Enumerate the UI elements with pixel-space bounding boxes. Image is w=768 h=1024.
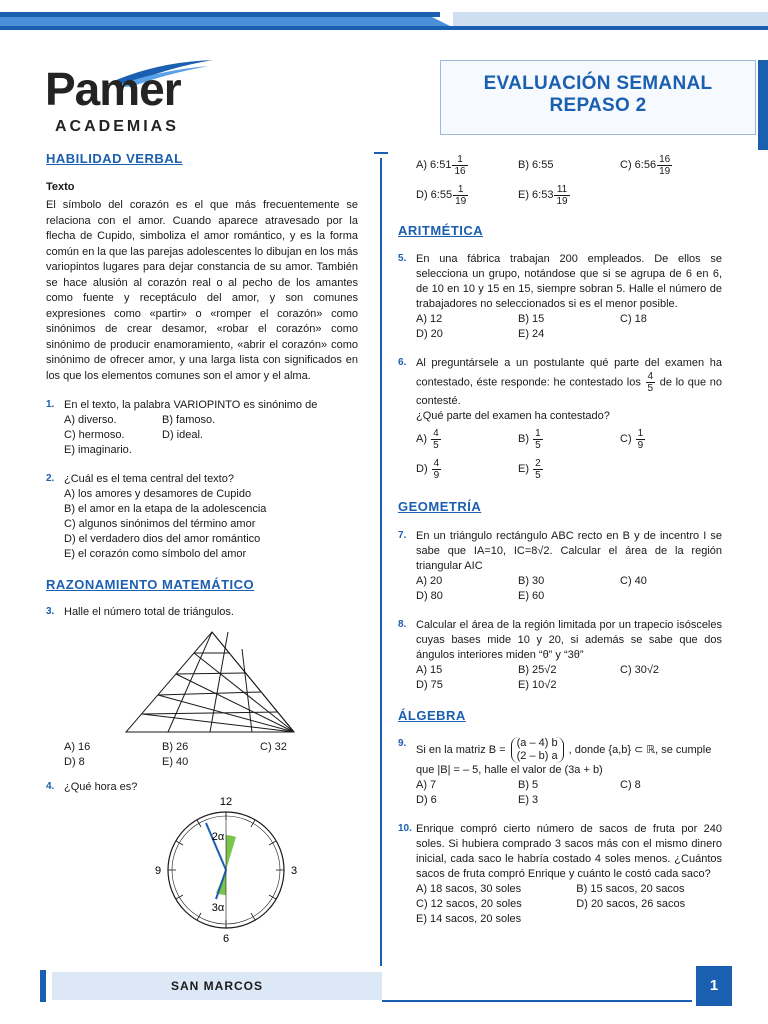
question-8	[398, 618, 722, 693]
fraction	[533, 458, 543, 481]
matrix-row-2: (2 – b) a	[516, 750, 558, 763]
option-b[interactable]: B) 5	[518, 779, 539, 792]
question-text	[416, 737, 722, 763]
top-stripe-accent	[0, 17, 450, 26]
option-c[interactable]: C) 40	[620, 574, 647, 587]
numerator: 4	[433, 427, 439, 439]
options	[64, 413, 358, 458]
option-c[interactable]: C) 32	[260, 740, 287, 753]
option-b[interactable]	[518, 424, 620, 454]
denominator: 19	[556, 195, 568, 207]
denominator: 9	[637, 439, 644, 451]
option-b[interactable]: B) el amor en la etapa de la adolescencia	[64, 503, 267, 516]
options	[416, 663, 722, 693]
page-number: 1	[696, 966, 732, 1006]
option-e[interactable]: E) el corazón como símbolo del amor	[64, 548, 247, 561]
denominator: 5	[433, 439, 439, 451]
options	[416, 574, 722, 604]
angle-label-2a: 2α	[211, 830, 225, 843]
option-d[interactable]: D) 8	[64, 755, 85, 768]
fraction	[636, 428, 646, 451]
question-number: 7.	[398, 529, 407, 541]
question-3	[46, 605, 358, 770]
option-a[interactable]: A) 20	[416, 574, 443, 587]
top-right-band	[453, 12, 768, 26]
option-a[interactable]: A) 16	[64, 740, 91, 753]
header-title-box	[440, 60, 756, 135]
numerator: 1	[535, 427, 541, 439]
triangles-figure	[124, 624, 314, 734]
top-rule	[0, 26, 768, 30]
option-label: B)	[518, 432, 529, 445]
left-column	[46, 150, 358, 959]
reading-text: El símbolo del corazón es el que más frecuentemente se relaciona con el amor. Cuando aparece atravesado por la flecha de Cupido, simboliza el amor romántico, y es la forma común en la que las parejas adolescentes lo dibujan en los más variopintos lugares para dejar constancia de su amor. También se hace alusión al corazón real o al pecho de los amantes como fuente y receptáculo del amor, y son comunes expresiones como «partir» o «romper el corazón» como sinónimos de crear desamor, «robar el corazón» como sinónimo de producir enamoramiento, «abrir el corazón» como sinónimo de ofrecer amor, y una larga lista con significados en los que los elementos comunes son el amor y el alma.	[46, 199, 358, 382]
numerator: 1	[452, 154, 467, 166]
options	[64, 740, 358, 770]
option-b[interactable]: B) 15 sacos, 20 sacos	[576, 883, 685, 896]
question-6	[398, 356, 722, 484]
text-title: Texto	[46, 181, 75, 194]
options	[416, 312, 722, 342]
question-text-part1: Si en la matriz B =	[416, 744, 506, 757]
option-b[interactable]: B) 15	[518, 313, 545, 326]
question-9	[398, 737, 722, 808]
option-d[interactable]: D) 80	[416, 589, 443, 602]
clock-figure	[144, 795, 314, 945]
option-d-prefix: D) 6:55	[416, 188, 453, 201]
numerator: 2	[535, 457, 541, 469]
fraction	[533, 428, 543, 451]
question-text: En un triángulo rectángulo ABC recto en B y de incentro I se sabe que IA=10, IC=8√2. Calcular el área de la región triangular AIC	[416, 529, 722, 572]
numerator: 1	[637, 427, 644, 439]
fraction	[452, 154, 467, 177]
option-e[interactable]	[518, 180, 620, 210]
numerator: 1	[453, 184, 468, 196]
question-text-part2: de lo que no contesté.	[416, 376, 722, 408]
clock-number-12: 12	[219, 795, 233, 808]
option-e[interactable]	[518, 454, 620, 484]
option-d[interactable]: D) 75	[416, 678, 443, 691]
options	[416, 424, 722, 484]
option-c[interactable]	[620, 150, 722, 180]
footer-label: SAN MARCOS	[52, 972, 382, 1000]
option-c[interactable]: C) hermoso.	[64, 429, 125, 442]
matrix-row-1: (a – 4) b	[516, 737, 558, 750]
option-e[interactable]: E) 14 sacos, 20 soles	[416, 913, 522, 926]
option-d[interactable]: D) 20	[416, 328, 443, 341]
question-text: ¿Cuál es el tema central del texto?	[64, 473, 234, 486]
option-d[interactable]: D) el verdadero dios del amor romántico	[64, 533, 261, 546]
header-title-line1: EVALUACIÓN SEMANAL	[483, 73, 713, 94]
denominator: 9	[433, 469, 440, 481]
option-e[interactable]: E) 10√2	[518, 678, 557, 691]
option-b[interactable]: B) famoso.	[162, 414, 216, 427]
footer-stripe	[40, 970, 46, 1002]
numerator: 11	[554, 184, 569, 196]
option-a[interactable]: A) los amores y desamores de Cupido	[64, 488, 252, 501]
clock-number-3: 3	[290, 864, 298, 877]
numerator: 4	[433, 457, 440, 469]
option-b[interactable]: B) 6:55	[518, 158, 554, 171]
option-label: D)	[416, 462, 428, 475]
question-7	[398, 529, 722, 604]
option-c-prefix: C) 6:56	[620, 158, 657, 171]
option-c[interactable]: C) 18	[620, 313, 647, 326]
option-a[interactable]	[416, 424, 518, 454]
option-e[interactable]: E) imaginario.	[64, 444, 132, 457]
question-text-part1: Al preguntársele a un postulante qué parte del examen ha contestado, éste responde: he contestado los	[416, 357, 722, 389]
question-2	[46, 472, 358, 562]
header-title-line2: REPASO 2	[549, 95, 647, 116]
header-side-bar	[758, 60, 768, 150]
clock-number-9: 9	[154, 864, 162, 877]
question-text: ¿Qué hora es?	[64, 780, 138, 793]
option-e[interactable]: E) 3	[518, 794, 539, 807]
options	[416, 778, 722, 808]
section-algebra: ÁLGEBRA	[398, 707, 466, 723]
section-geometria: GEOMETRÍA	[398, 499, 482, 515]
option-a[interactable]: A) 7	[416, 779, 437, 792]
question-number: 4.	[46, 780, 55, 792]
question-number: 10.	[398, 823, 412, 835]
question-number: 6.	[398, 357, 407, 369]
question-text	[416, 356, 722, 409]
logo-subtitle: ACADEMIAS	[55, 118, 179, 135]
option-label: A)	[416, 432, 427, 445]
question-text: Halle el número total de triángulos.	[64, 605, 234, 618]
question-subtext: ¿Qué parte del examen ha contestado?	[416, 410, 610, 423]
denominator: 16	[454, 165, 466, 177]
option-d[interactable]	[416, 180, 518, 210]
logo-wordmark: Pamer	[45, 63, 181, 115]
question-4-options	[416, 150, 722, 210]
denominator: 19	[659, 165, 671, 177]
question-10	[398, 822, 722, 927]
question-text: Calcular el área de la región limitada por un trapecio isósceles cuyas bases mide 10 y 20, si además se sabe que dos ángulos interiores miden “θ” y “3θ”	[416, 618, 722, 661]
question-4	[46, 780, 358, 945]
question-number: 1.	[46, 399, 55, 411]
question-text: En el texto, la palabra VARIOPINTO es sinónimo de	[64, 399, 318, 412]
question-5	[398, 252, 722, 342]
options	[64, 487, 358, 562]
numerator: 16	[659, 153, 671, 165]
denominator: 5	[535, 469, 541, 481]
options	[416, 882, 722, 927]
right-column	[398, 150, 722, 941]
option-d[interactable]: D) 6	[416, 794, 437, 807]
question-1	[46, 398, 358, 458]
question-text-line2: que |B| = – 5, halle el valor de (3a + b)	[416, 764, 603, 777]
option-a[interactable]	[416, 150, 518, 180]
question-number: 2.	[46, 473, 55, 485]
option-b[interactable]: B) 26	[162, 740, 189, 753]
option-label: E)	[518, 462, 529, 475]
option-e[interactable]: E) 40	[162, 755, 189, 768]
option-d[interactable]: D) 20 sacos, 26 sacos	[576, 898, 686, 911]
fraction	[453, 184, 468, 207]
question-number: 9.	[398, 738, 407, 750]
fraction	[554, 184, 569, 207]
question-text: Enrique compró cierto número de sacos de fruta por 240 soles. Si hubiera comprado 3 sacos más con el mismo dinero inicial, cada saco le habría costado 4 soles menos. ¿Cuántos sacos de fruta compró Enrique y cuánto le costó cada saco?	[416, 823, 722, 881]
pamer-logo	[45, 62, 215, 142]
numerator: 4	[647, 371, 654, 383]
option-e[interactable]: E) 60	[518, 589, 545, 602]
question-number: 5.	[398, 253, 407, 265]
column-divider	[380, 158, 382, 966]
fraction	[646, 371, 656, 394]
option-c[interactable]	[620, 424, 722, 454]
question-text-part2: , donde {a,b} ⊂ ℝ, se cumple	[568, 744, 712, 757]
clock-number-6: 6	[222, 932, 230, 945]
option-b[interactable]: B) 25√2	[518, 663, 557, 676]
option-a[interactable]: A) 15	[416, 663, 443, 676]
option-c[interactable]: C) 12 sacos, 20 soles	[416, 898, 522, 911]
top-stripe	[0, 12, 440, 17]
footer-rule	[382, 1000, 692, 1002]
option-c[interactable]: C) 8	[620, 779, 641, 792]
option-a[interactable]: A) 18 sacos, 30 soles	[416, 883, 522, 896]
option-c[interactable]: C) algunos sinónimos del término amor	[64, 518, 256, 531]
option-e-prefix: E) 6:53	[518, 188, 554, 201]
section-razonamiento-matematico: RAZONAMIENTO MATEMÁTICO	[46, 577, 255, 593]
option-e[interactable]: E) 24	[518, 328, 545, 341]
question-text: En una fábrica trabajan 200 empleados. De ellos se selecciona un grupo, notándose que si se agrupa de 6 en 6, de 10 en 10 y 15 en 15, siempre sobran 5. Halle el número de trabajadores no seleccionados si es el menor posible.	[416, 253, 722, 311]
option-a[interactable]: A) diverso.	[64, 414, 117, 427]
fraction	[431, 428, 441, 451]
option-c[interactable]: C) 30√2	[620, 663, 660, 676]
option-d[interactable]	[416, 454, 518, 484]
question-number: 8.	[398, 618, 407, 630]
denominator: 19	[455, 195, 467, 207]
denominator: 5	[647, 383, 654, 395]
option-label: C)	[620, 432, 632, 445]
option-a-prefix: A) 6:51	[416, 158, 452, 171]
angle-label-3a: 3α	[211, 901, 225, 914]
fraction	[657, 154, 672, 177]
option-b[interactable]: B) 30	[518, 574, 545, 587]
option-a[interactable]: A) 12	[416, 313, 443, 326]
matrix-b	[511, 737, 564, 763]
question-number: 3.	[46, 605, 55, 617]
column-divider-cap	[374, 152, 388, 154]
section-habilidad-verbal: HABILIDAD VERBAL	[46, 151, 183, 166]
denominator: 5	[535, 439, 541, 451]
option-d[interactable]: D) ideal.	[162, 429, 203, 442]
fraction	[432, 458, 442, 481]
section-aritmetica: ARITMÉTICA	[398, 223, 484, 238]
